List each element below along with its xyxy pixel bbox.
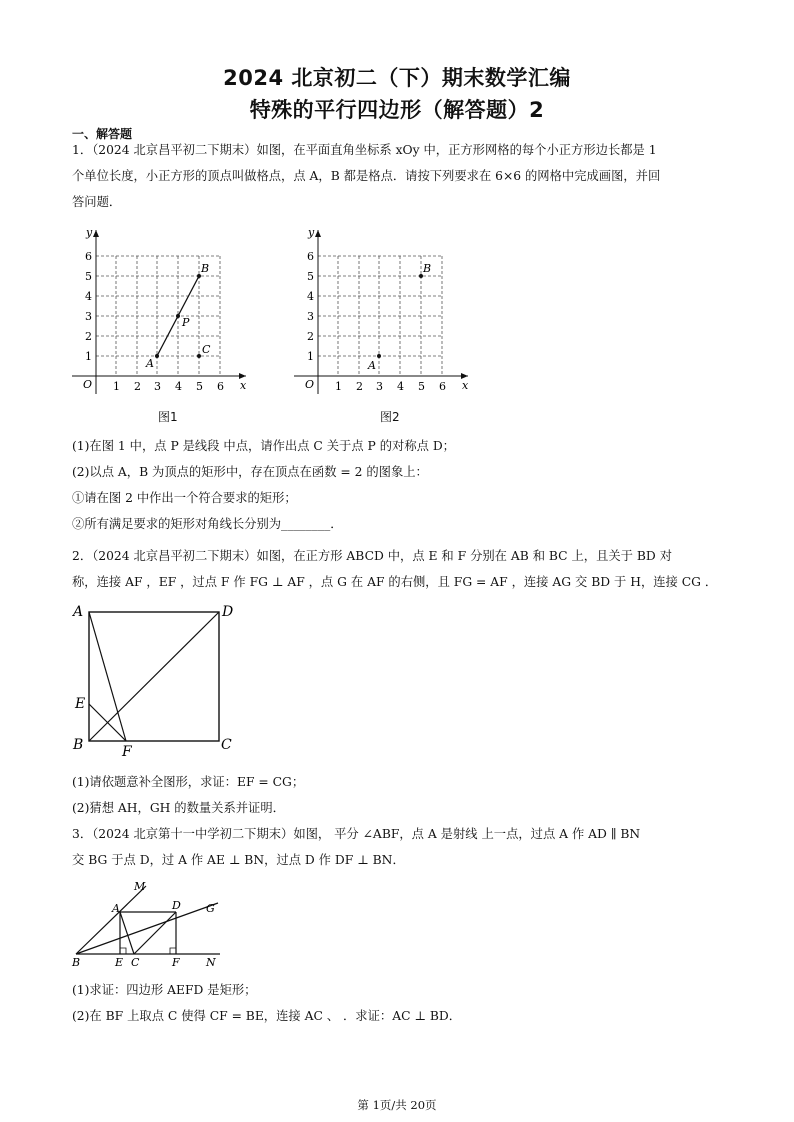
doc-title-line1: 2024 北京初二（下）期末数学汇编 xyxy=(223,66,571,90)
label-b: B xyxy=(423,262,432,275)
x-tick: 5 xyxy=(196,380,203,393)
y-tick: 2 xyxy=(307,330,314,343)
y-tick: 6 xyxy=(85,250,92,263)
label-a: A xyxy=(112,902,120,915)
x-axis-label: x xyxy=(240,379,247,392)
page-footer: 第 1页/共 20页 xyxy=(357,1098,437,1112)
x-tick: 1 xyxy=(335,380,342,393)
q1-figure-2 xyxy=(290,222,480,400)
x-tick: 6 xyxy=(439,380,446,393)
label-c: C xyxy=(131,956,140,969)
y-tick: 6 xyxy=(307,250,314,263)
q1-line3: 答问题． xyxy=(72,195,122,209)
point-c xyxy=(197,354,201,358)
label-a: A xyxy=(146,357,154,370)
x-tick: 5 xyxy=(418,380,425,393)
q1-sub2a: ①请在图 2 中作出一个符合要求的矩形； xyxy=(72,491,297,505)
origin-label: O xyxy=(83,378,93,391)
q2-line1: 2．（2024 北京昌平初二下期末）如图，在正方形 ABCD 中，点 E 和 F 分别在 AB 和 BC 上，且关于 BD 对 xyxy=(72,549,672,563)
q3-line2: 交 BG 于点 D，过 A 作 AE ⊥ BN，过点 D 作 DF ⊥ BN． xyxy=(72,853,405,867)
label-n: N xyxy=(206,956,216,969)
x-tick: 3 xyxy=(376,380,383,393)
q2-sub2: (2)猜想 AH，GH 的数量关系并证明． xyxy=(72,801,285,815)
label-b: B xyxy=(201,262,210,275)
q1-line2: 个单位长度，小正方形的顶点叫做格点，点 A，B 都是格点．请按下列要求在 6×6 的网格中完成画图，并回 xyxy=(72,169,661,183)
q1-figure-1 xyxy=(68,222,258,400)
point-p xyxy=(176,314,180,318)
label-f: F xyxy=(172,956,180,969)
q3-figure xyxy=(68,878,228,970)
y-tick: 1 xyxy=(85,350,92,363)
y-tick: 3 xyxy=(85,310,92,323)
section-heading: 一、解答题 xyxy=(72,127,133,141)
point-a xyxy=(377,354,381,358)
x-tick: 3 xyxy=(154,380,161,393)
figure-2-caption: 图2 xyxy=(380,410,400,424)
label-g: G xyxy=(206,902,215,915)
x-tick: 4 xyxy=(175,380,182,393)
q3-sub1: (1)求证：四边形 AEFD 是矩形； xyxy=(72,983,257,997)
x-tick: 2 xyxy=(356,380,363,393)
x-tick: 1 xyxy=(113,380,120,393)
origin-label: O xyxy=(305,378,315,391)
label-c: C xyxy=(221,737,232,753)
label-e: E xyxy=(115,956,124,969)
y-tick: 2 xyxy=(85,330,92,343)
label-c: C xyxy=(202,343,211,356)
label-a: A xyxy=(73,604,84,620)
q1-sub2: (2)以点 A，B 为顶点的矩形中，存在顶点在函数 = 2 的图象上： xyxy=(72,465,428,479)
point-a xyxy=(155,354,159,358)
q3-line1: 3．（2024 北京第十一中学初二下期末）如图， 平分 ∠ABF，点 A 是射线 上一点，过点 A 作 AD ∥ BN xyxy=(72,827,641,841)
x-tick: 2 xyxy=(134,380,141,393)
x-tick: 6 xyxy=(217,380,224,393)
label-m: M xyxy=(134,880,146,893)
y-tick: 3 xyxy=(307,310,314,323)
q3-sub2: (2)在 BF 上取点 C 使得 CF = BE，连接 AC 、 ．求证：AC ⊥ BD． xyxy=(72,1009,462,1023)
x-axis-label: x xyxy=(462,379,469,392)
y-tick: 5 xyxy=(307,270,314,283)
label-d: D xyxy=(172,899,181,912)
label-a: A xyxy=(368,359,376,372)
label-b: B xyxy=(73,737,84,753)
figure-1-caption: 图1 xyxy=(158,410,178,424)
doc-title-line2: 特殊的平行四边形（解答题）2 xyxy=(249,98,545,122)
label-b: B xyxy=(72,956,81,969)
q2-sub1: (1)请依题意补全图形，求证：EF = CG； xyxy=(72,775,305,789)
y-tick: 4 xyxy=(307,290,314,303)
y-tick: 5 xyxy=(85,270,92,283)
label-e: E xyxy=(75,696,86,712)
label-d: D xyxy=(222,604,234,620)
y-axis-label: y xyxy=(86,226,93,239)
q1-sub1: (1)在图 1 中，点 P 是线段 中点，请作出点 C 关于点 P 的对称点 D； xyxy=(72,439,455,453)
x-tick: 4 xyxy=(397,380,404,393)
q1-line1: 1．（2024 北京昌平初二下期末）如图，在平面直角坐标系 xOy 中，正方形网格的每个小正方形边长都是 1 xyxy=(72,143,657,157)
y-tick: 4 xyxy=(85,290,92,303)
q2-line2: 称，连接 AF ，EF ，过点 F 作 FG ⊥ AF ，点 G 在 AF 的右侧，且 FG = AF ，连接 AG 交 BD 于 H，连接 CG ． xyxy=(72,575,718,589)
q2-square-figure xyxy=(68,598,243,760)
label-f: F xyxy=(122,744,132,760)
y-axis-label: y xyxy=(308,226,315,239)
y-tick: 1 xyxy=(307,350,314,363)
label-p: P xyxy=(182,316,190,329)
q1-sub2b: ②所有满足要求的矩形对角线长分别为________． xyxy=(72,517,343,531)
